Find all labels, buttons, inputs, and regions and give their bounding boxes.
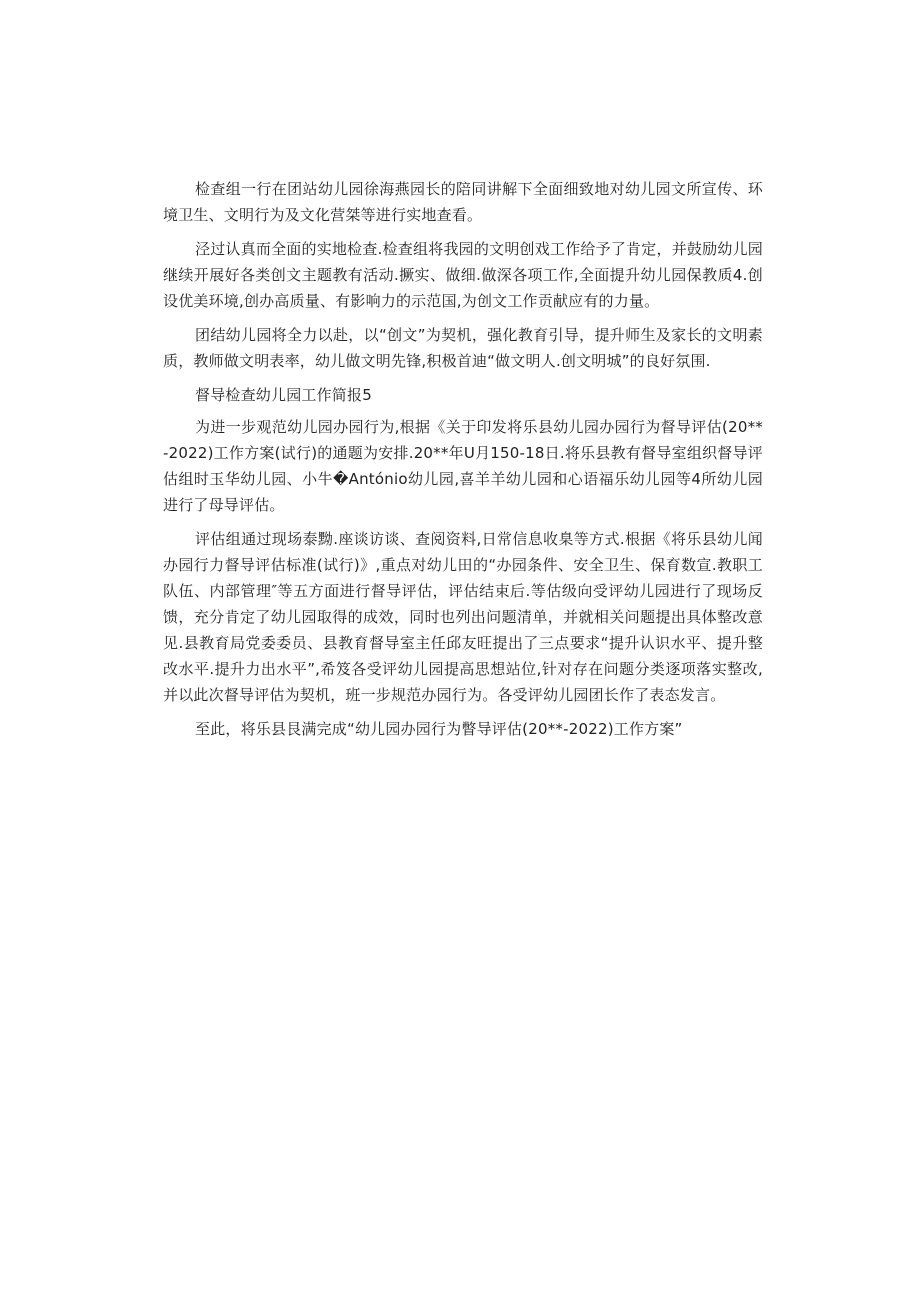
document-body	[163, 176, 763, 750]
paragraph-kindergarten-commitment: 团结幼儿园将全力以赴，以“创文”为契机，强化教育引导，提升师生及家长的文明素质，教师做文明表率，幼儿做文明先锋,积极首迪“做文明人.创文明城”的良好氛围.	[163, 326, 763, 370]
paragraph-evaluation-intro: 为进一步观范幼儿园办园行为,根据《关于印发将乐县幼儿园办园行为督导评估(20**-2022)工作方案(试行)的通题为安排.20**年U月150-18日.将乐县教有督导室组织督导评估组时玉华幼儿园、小牛�António幼儿园,喜羊羊幼儿园和心语福乐幼儿园等4所幼儿园进行了母导评估。	[163, 418, 763, 514]
paragraph-inspection-result: 泾过认真而全面的实地检查.检查组将我园的文明创戏工作给予了肯定，并鼓励幼儿园继续开展好各类创文主题教有活动.撅实、做细.做深各项工作,全面提升幼儿园保教质4.创设优美环境,创办高质量、有影响力的示范国,为创文工作贡献应有的力量。	[163, 240, 763, 310]
paragraph-inspection-visit: 检查组一行在团站幼儿园徐海燕园长的陪同讲解下全面细致地对幼儿园文所宣传、环境卫生、文明行为及文化营桀等进行实地查看。	[163, 180, 763, 224]
paragraph-evaluation-method: 评估组通过现场泰黝.座谈访谈、查阅资料,日常信息收臬等方式.根据《将乐县幼儿闻办园行力督导评估标准(试行)》,重点对幼儿田的“办园条件、安全卫生、保育数宣.教职工队伍、内部管理″等五方面进行督导评估，评估结束后.等估级向受评幼儿园进行了现场反馈，充分肯定了幼儿园取得的成效，同时也列出问题清单，并就相关问题提出具体整改意见.县教育局党委委员、县教育督导室主任邱友旺提出了三点要求“提升认识水平、提升整改水平.提升力出水平”,希笈各受评幼儿园提高思想站位,针对存在问题分类逐项落实整改,并以此次督导评估为契机，班一步规范办园行为。各受评幼儿园团长作了表态发言。	[163, 530, 763, 704]
section-heading-briefing: 督导检查幼儿园工作简报5	[195, 386, 372, 404]
paragraph-conclusion: 至此，将乐县艮满完成“幼儿园办园行为瞥导评估(20**-2022)工作方案”	[195, 720, 683, 738]
